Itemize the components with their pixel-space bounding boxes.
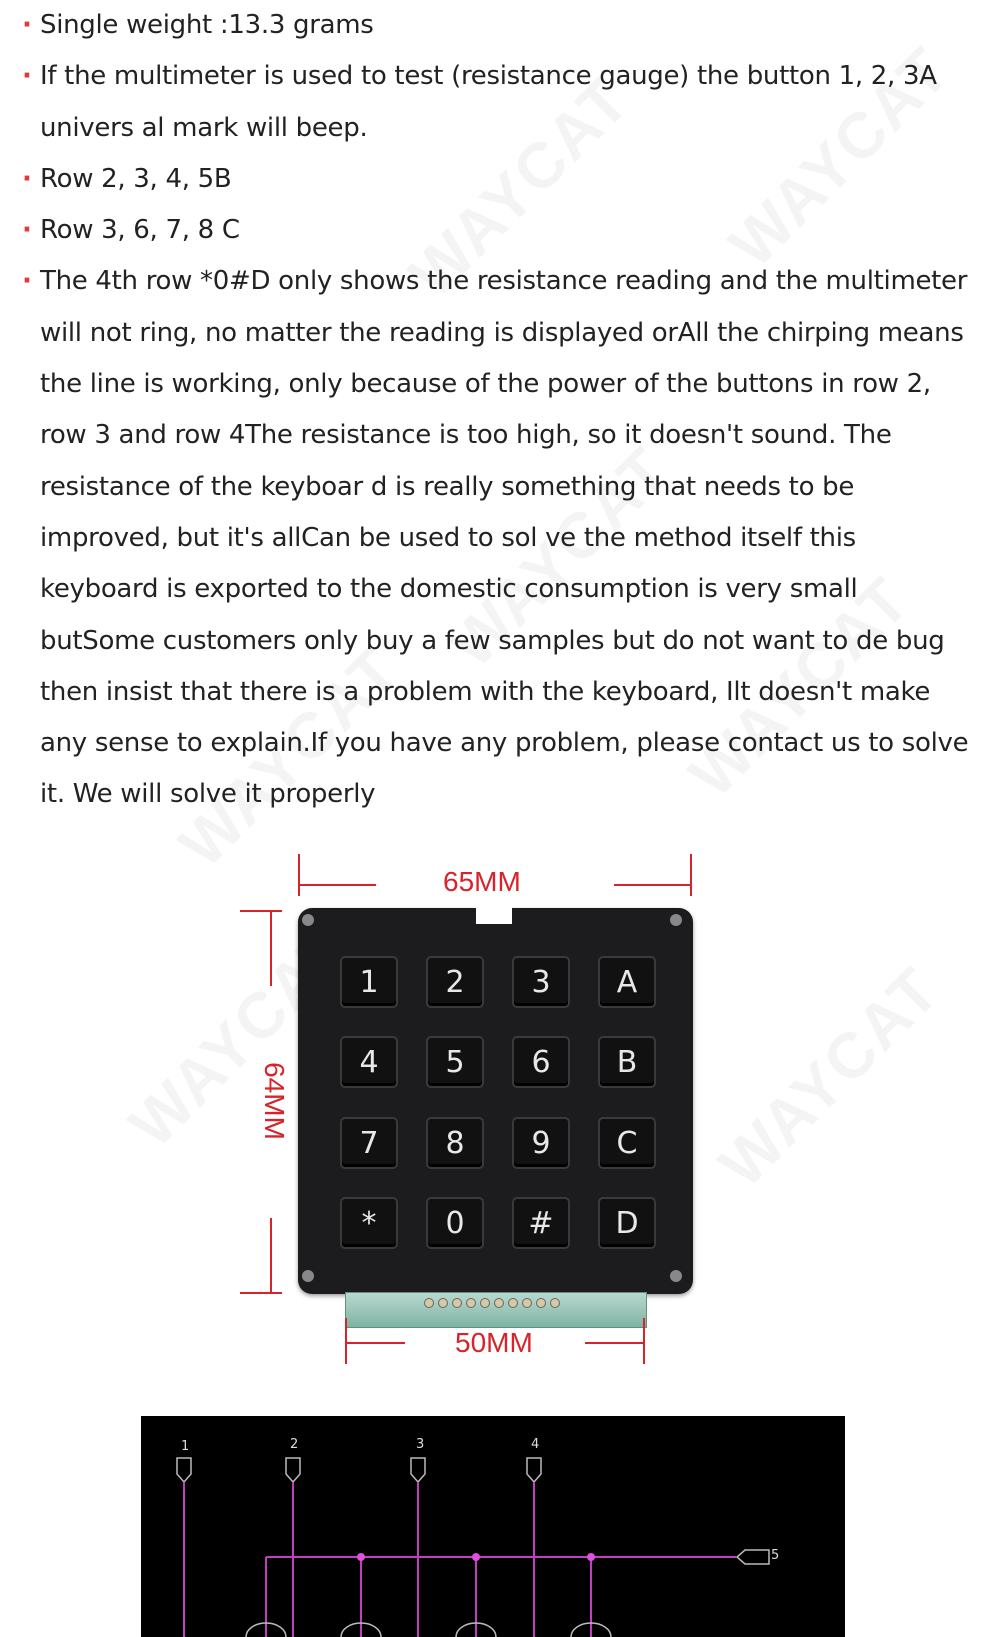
height-dimension-line-bottom [270,1218,272,1292]
wiring-schematic [141,1416,845,1637]
key-5: 5 [426,1036,484,1088]
watermark [705,952,954,1201]
width-dimension-line-right [614,884,690,886]
key-b: B [598,1036,656,1088]
keypad-notch [476,906,512,924]
key-a: A [598,956,656,1008]
connector-dimension-line-right [585,1342,643,1344]
junction-dot [472,1553,480,1561]
spec-item: · The 4th row *0#D only shows the resistance reading and the multimeter will not ring, no matter the reading is displayed orAll the chirping means the line is working, only because of the power of the buttons in row 2, row 3 and row 4The resistance is too high, so it doesn't sound. The resistance of the keyboar d is really something that needs to be improved, but it's allCan be used to sol ve the method itself this keyboard is exported to the domestic consumption is very small butSome customers only buy a few samples but do not want to de bug then insist that there is a problem with the keyboard, Ilt doesn't make any sense to explain.If you have any problem, please contact us to solve it. We will solve it properly [0,256,1000,820]
height-dimension-line-top [270,912,272,986]
width-dimension-tick-left [298,854,300,896]
pin-label-3: 3 [416,1437,425,1452]
pin-label-1: 1 [181,1439,190,1454]
key-2: 2 [426,956,484,1008]
screw-bottom-left [302,1270,314,1282]
connector-pcb [345,1292,647,1328]
pin-label-5: 5 [771,1548,780,1563]
width-dimension-tick-right [690,854,692,896]
screw-top-left [302,914,314,926]
key-4: 4 [340,1036,398,1088]
spec-item: · Row 2, 3, 4, 5B [0,154,1000,205]
width-dimension-line-left [300,884,376,886]
height-dimension-label: 64MM [258,1062,290,1140]
pin-pad-5 [737,1550,769,1564]
connector-pin [522,1298,532,1308]
connector-pin [508,1298,518,1308]
key-1: 1 [340,956,398,1008]
schematic-diagram [141,1416,845,1637]
connector-pin [480,1298,490,1308]
key-hash: # [512,1197,570,1249]
height-dimension-tick-bottom [240,1292,282,1294]
pin-pad-2 [286,1458,300,1482]
spec-item: · Single weight :13.3 grams [0,0,1000,51]
connector-pin [424,1298,434,1308]
pin-pad-1 [177,1458,191,1482]
pin-pad-4 [527,1458,541,1482]
key-0: 0 [426,1197,484,1249]
connector-dimension-tick-right [643,1318,645,1364]
pin-label-2: 2 [290,1437,299,1452]
junction-dot [357,1553,365,1561]
screw-top-right [670,914,682,926]
key-c: C [598,1117,656,1169]
screw-bottom-right [670,1270,682,1282]
connector-dimension-tick-left [345,1318,347,1364]
pin-label-4: 4 [531,1437,540,1452]
key-7: 7 [340,1117,398,1169]
key-d: D [598,1197,656,1249]
key-3: 3 [512,956,570,1008]
connector-pin [466,1298,476,1308]
connector-dimension-line-left [347,1342,405,1344]
spec-item: · Row 3, 6, 7, 8 C [0,205,1000,256]
connector-pin [536,1298,546,1308]
height-dimension-tick-top [240,910,282,912]
key-6: 6 [512,1036,570,1088]
key-star: * [340,1197,398,1249]
connector-pin [550,1298,560,1308]
connector-pin [494,1298,504,1308]
key-8: 8 [426,1117,484,1169]
connector-pin [452,1298,462,1308]
key-9: 9 [512,1117,570,1169]
pin-pad-3 [411,1458,425,1482]
connector-dimension-label: 50MM [455,1327,533,1358]
width-dimension-label: 65MM [443,866,521,897]
spec-item: · If the multimeter is used to test (resistance gauge) the button 1, 2, 3A univers al mark will beep. [0,51,1000,154]
connector-pin [438,1298,448,1308]
junction-dot [587,1553,595,1561]
